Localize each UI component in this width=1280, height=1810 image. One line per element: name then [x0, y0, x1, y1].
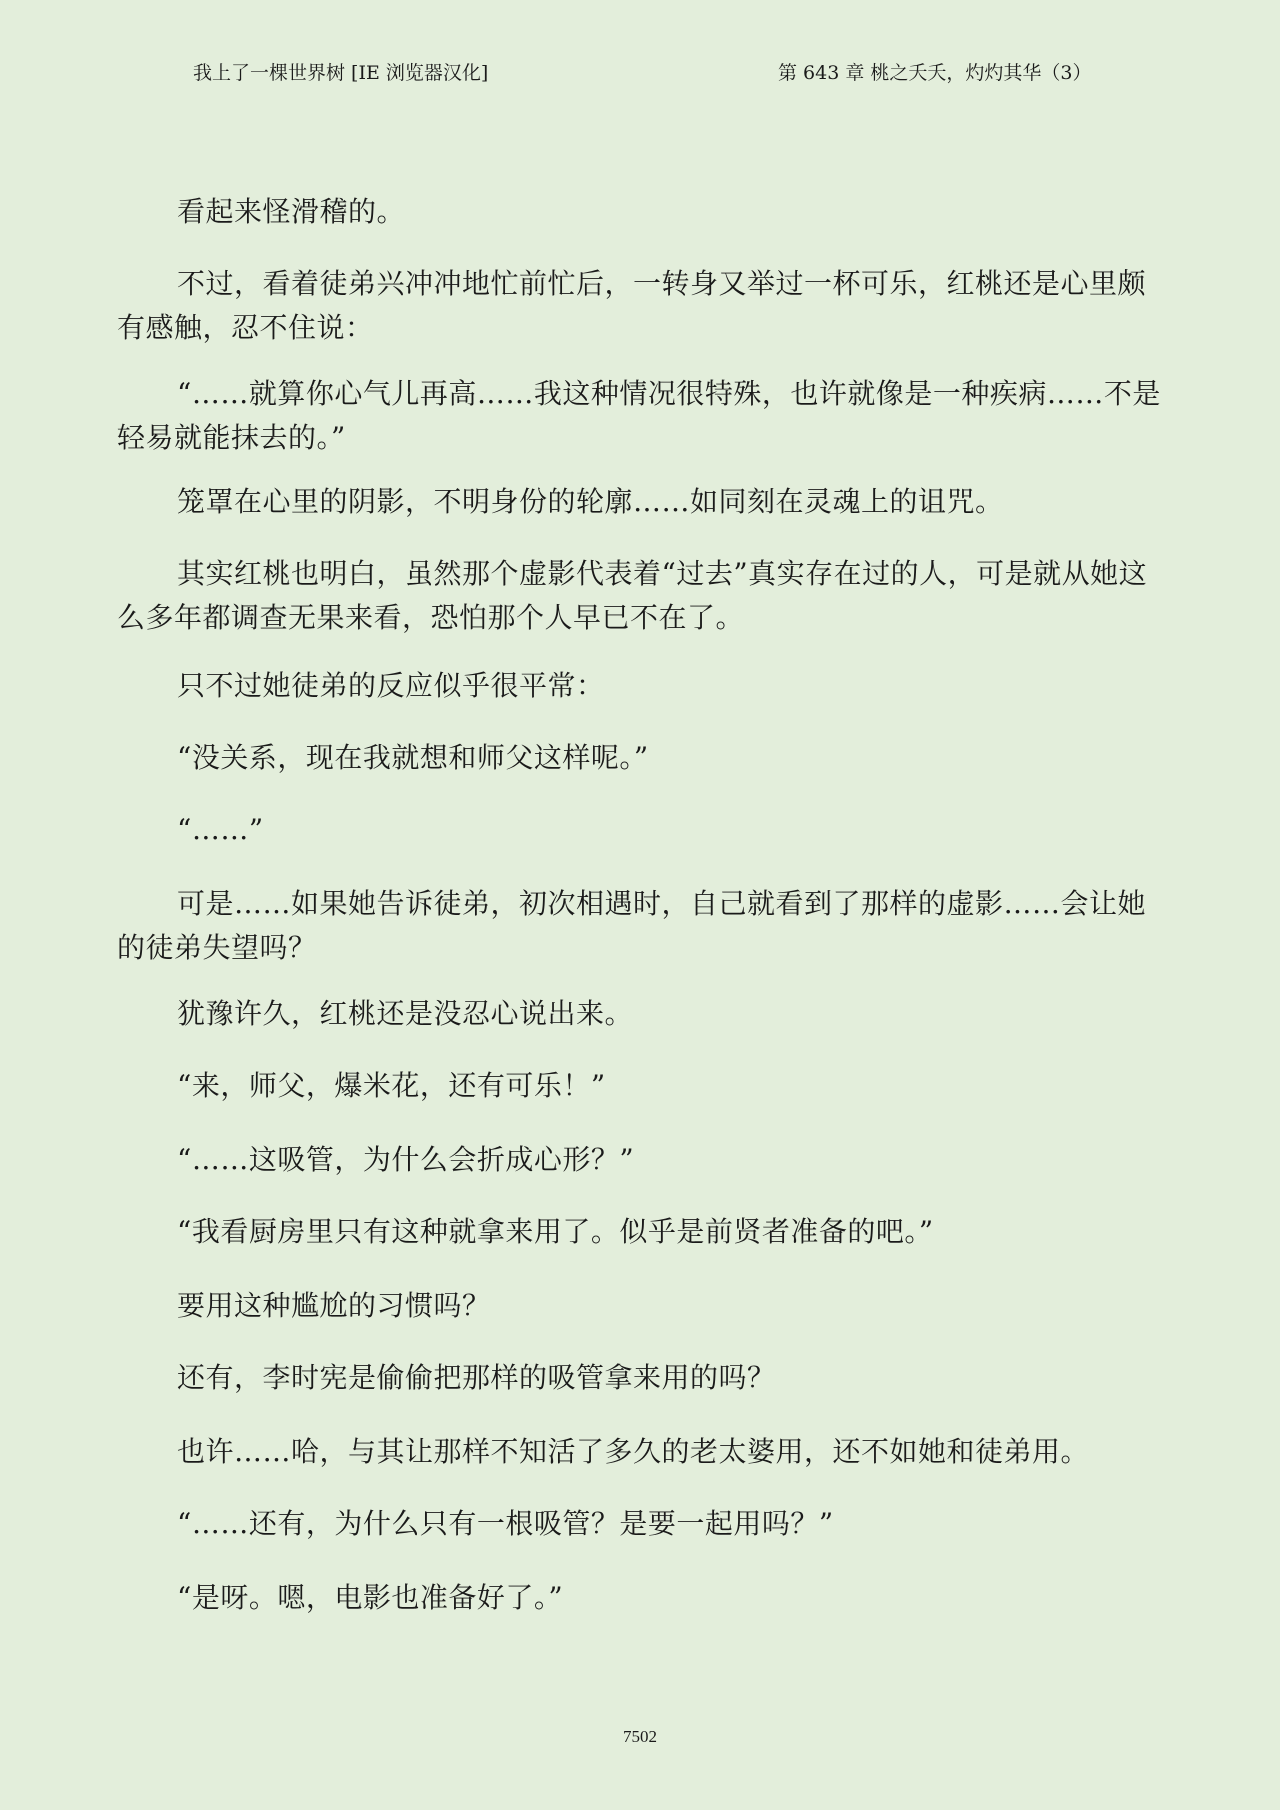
- paragraph: “……这吸管，为什么会折成心形？”: [177, 1143, 635, 1176]
- paragraph: “是呀。嗯，电影也准备好了。”: [177, 1581, 564, 1614]
- paragraph: 笼罩在心里的阴影，不明身份的轮廓……如同刻在灵魂上的诅咒。: [177, 485, 1004, 518]
- paragraph: “我看厨房里只有这种就拿来用了。似乎是前贤者准备的吧。”: [177, 1215, 934, 1248]
- page-number: 7502: [623, 1727, 657, 1746]
- chapter-title: 第 643 章 桃之夭夭，灼灼其华（3）: [778, 62, 1092, 84]
- page-header: [0, 58, 1280, 88]
- paragraph: 犹豫许久，红桃还是没忍心说出来。: [177, 997, 634, 1030]
- paragraph: 要用这种尴尬的习惯吗？: [177, 1289, 491, 1322]
- paragraph: “……”: [177, 813, 264, 846]
- book-title: 我上了一棵世界树 [IE 浏览器汉化]: [193, 62, 489, 84]
- paragraph: “来，师父，爆米花，还有可乐！”: [177, 1069, 606, 1102]
- paragraph: “……就算你心气儿再高……我这种情况很特殊，也许就像是一种疾病……不是轻易就能抹去的。”: [117, 377, 1161, 454]
- paragraph: 也许……哈，与其让那样不知活了多久的老太婆用，还不如她和徒弟用。: [177, 1435, 1090, 1468]
- paragraph: 还有，李时宪是偷偷把那样的吸管拿来用的吗？: [177, 1361, 776, 1394]
- paragraph: “……还有，为什么只有一根吸管？是要一起用吗？”: [177, 1507, 834, 1540]
- paragraph: 可是……如果她告诉徒弟，初次相遇时，自己就看到了那样的虚影……会让她的徒弟失望吗？: [117, 887, 1147, 964]
- paragraph: 看起来怪滑稽的。: [177, 195, 406, 228]
- paragraph: “没关系，现在我就想和师父这样呢。”: [177, 741, 649, 774]
- paragraph: 只不过她徒弟的反应似乎很平常：: [177, 669, 605, 702]
- paragraph: 不过，看着徒弟兴冲冲地忙前忙后，一转身又举过一杯可乐，红桃还是心里颇有感触，忍不住说：: [117, 267, 1147, 344]
- paragraph: 其实红桃也明白，虽然那个虚影代表着“过去”真实存在过的人，可是就从她这么多年都调查无果来看，恐怕那个人早已不在了。: [117, 557, 1148, 634]
